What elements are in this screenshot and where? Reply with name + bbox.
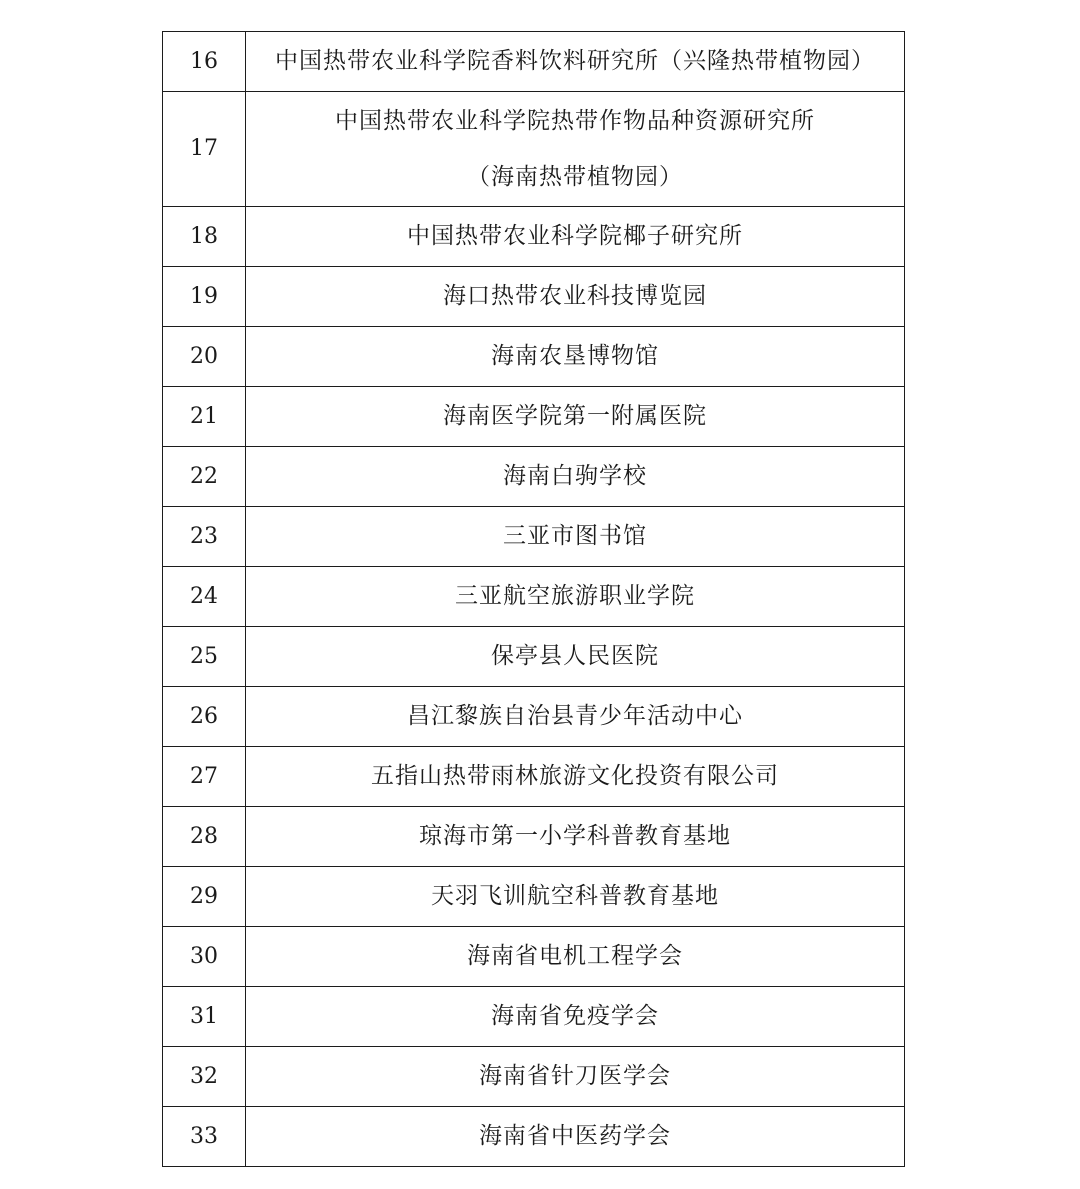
organization-name-text: 海南省免疫学会 <box>491 1003 659 1029</box>
table-row <box>163 507 905 567</box>
organization-name-cell <box>246 507 905 567</box>
table-row <box>163 92 905 207</box>
organization-name-cell <box>246 207 905 267</box>
row-number-cell: 21 <box>163 387 246 447</box>
organization-name-text: 天羽飞训航空科普教育基地 <box>431 883 719 909</box>
table-row <box>163 627 905 687</box>
table-row <box>163 687 905 747</box>
table-row <box>163 807 905 867</box>
organization-name-text: 保亭县人民医院 <box>491 643 659 669</box>
organization-name-cell <box>246 747 905 807</box>
table-row <box>163 927 905 987</box>
row-number-cell: 32 <box>163 1047 246 1107</box>
organization-name-cell <box>246 1107 905 1167</box>
organization-name-cell <box>246 1047 905 1107</box>
row-number-cell: 20 <box>163 327 246 387</box>
table-row <box>163 387 905 447</box>
table-row <box>163 207 905 267</box>
table-row <box>163 987 905 1047</box>
organization-name-cell <box>246 867 905 927</box>
row-number-cell: 19 <box>163 267 246 327</box>
organization-name-cell <box>246 92 905 207</box>
organization-name-cell <box>246 32 905 92</box>
organization-name-text: 昌江黎族自治县青少年活动中心 <box>407 703 743 729</box>
table-row <box>163 447 905 507</box>
row-number-cell: 30 <box>163 927 246 987</box>
row-number-cell: 27 <box>163 747 246 807</box>
organization-name-text: 五指山热带雨林旅游文化投资有限公司 <box>371 763 779 789</box>
organization-name-text: （海南热带植物园） <box>467 164 683 190</box>
table-row <box>163 867 905 927</box>
row-number-cell: 33 <box>163 1107 246 1167</box>
row-number-cell: 22 <box>163 447 246 507</box>
organization-name-cell <box>246 987 905 1047</box>
organization-name-text: 琼海市第一小学科普教育基地 <box>419 823 731 849</box>
table-row <box>163 327 905 387</box>
organization-name-cell <box>246 687 905 747</box>
organization-name-text: 海南省电机工程学会 <box>467 943 683 969</box>
organization-name-text: 三亚市图书馆 <box>503 523 647 549</box>
table-row <box>163 32 905 92</box>
organization-name-cell <box>246 387 905 447</box>
row-number-cell: 26 <box>163 687 246 747</box>
organization-name-text: 海南省中医药学会 <box>479 1123 671 1149</box>
row-number-cell: 31 <box>163 987 246 1047</box>
organization-list-table <box>162 31 905 1167</box>
organization-name-text: 海口热带农业科技博览园 <box>443 283 707 309</box>
organization-name-text: 中国热带农业科学院热带作物品种资源研究所 <box>335 108 815 134</box>
organization-name-cell <box>246 627 905 687</box>
table-row <box>163 1047 905 1107</box>
organization-name-text: 海南医学院第一附属医院 <box>443 403 707 429</box>
row-number-cell: 28 <box>163 807 246 867</box>
organization-name-text: 中国热带农业科学院椰子研究所 <box>407 223 743 249</box>
organization-name-text: 海南农垦博物馆 <box>491 343 659 369</box>
organization-name-text: 中国热带农业科学院香料饮料研究所（兴隆热带植物园） <box>275 48 875 74</box>
row-number-cell: 24 <box>163 567 246 627</box>
organization-name-text: 海南白驹学校 <box>503 463 647 489</box>
organization-name-cell <box>246 447 905 507</box>
table-row <box>163 567 905 627</box>
organization-name-cell <box>246 567 905 627</box>
organization-name-cell <box>246 927 905 987</box>
row-number-cell: 29 <box>163 867 246 927</box>
organization-name-text: 三亚航空旅游职业学院 <box>455 583 695 609</box>
table-row <box>163 1107 905 1167</box>
row-number-cell: 25 <box>163 627 246 687</box>
organization-name-cell <box>246 807 905 867</box>
organization-name-cell <box>246 327 905 387</box>
table-row <box>163 267 905 327</box>
row-number-cell: 23 <box>163 507 246 567</box>
row-number-cell: 16 <box>163 32 246 92</box>
row-number-cell: 18 <box>163 207 246 267</box>
organization-name-text: 海南省针刀医学会 <box>479 1063 671 1089</box>
table-row <box>163 747 905 807</box>
organization-name-cell <box>246 267 905 327</box>
row-number-cell: 17 <box>163 92 246 207</box>
table-body <box>163 32 905 1167</box>
